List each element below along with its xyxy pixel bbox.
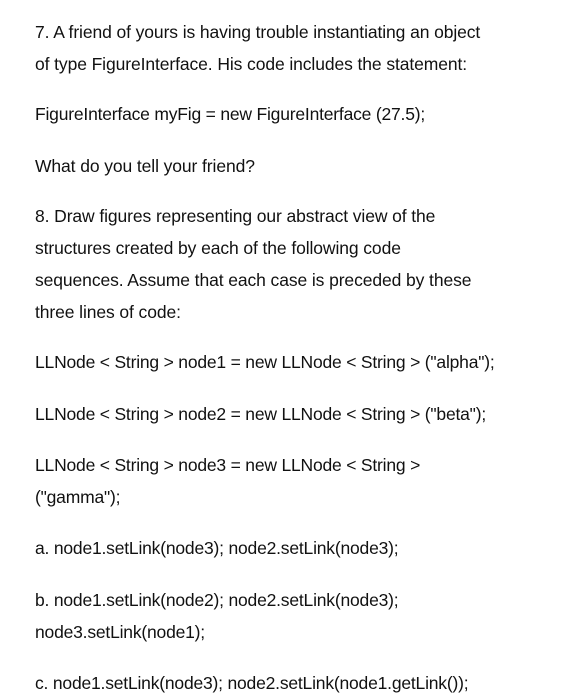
q8-case-b-line-1: b. node1.setLink(node2); node2.setLink(node3); xyxy=(35,590,399,610)
q7-question: What do you tell your friend? xyxy=(35,156,255,176)
q8-case-b-line-2: node3.setLink(node1); xyxy=(35,622,205,642)
q7-text-line-2: of type FigureInterface. His code includes the statement: xyxy=(35,54,468,74)
q8-code-node3-line-1: LLNode < String > node3 = new LLNode < String > xyxy=(35,455,421,475)
q8-code-node2: LLNode < String > node2 = new LLNode < String > ("beta"); xyxy=(35,404,486,424)
q8-case-a: a. node1.setLink(node3); node2.setLink(node3); xyxy=(35,538,399,558)
q8-text-line-2: structures created by each of the following code xyxy=(35,238,401,258)
q8-text-line-4: three lines of code: xyxy=(35,302,181,322)
q7-statement: FigureInterface myFig = new FigureInterface (27.5); xyxy=(35,104,426,124)
q8-text-line-3: sequences. Assume that each case is preceded by these xyxy=(35,270,472,290)
q8-case-c: c. node1.setLink(node3); node2.setLink(node1.getLink()); xyxy=(35,673,469,693)
q7-text-line-1: 7. A friend of yours is having trouble instantiating an object xyxy=(35,22,481,42)
q8-code-node3-line-2: ("gamma"); xyxy=(35,487,121,507)
q8-code-node1: LLNode < String > node1 = new LLNode < String > ("alpha"); xyxy=(35,352,495,372)
q8-text-line-1: 8. Draw figures representing our abstract view of the xyxy=(35,206,436,226)
